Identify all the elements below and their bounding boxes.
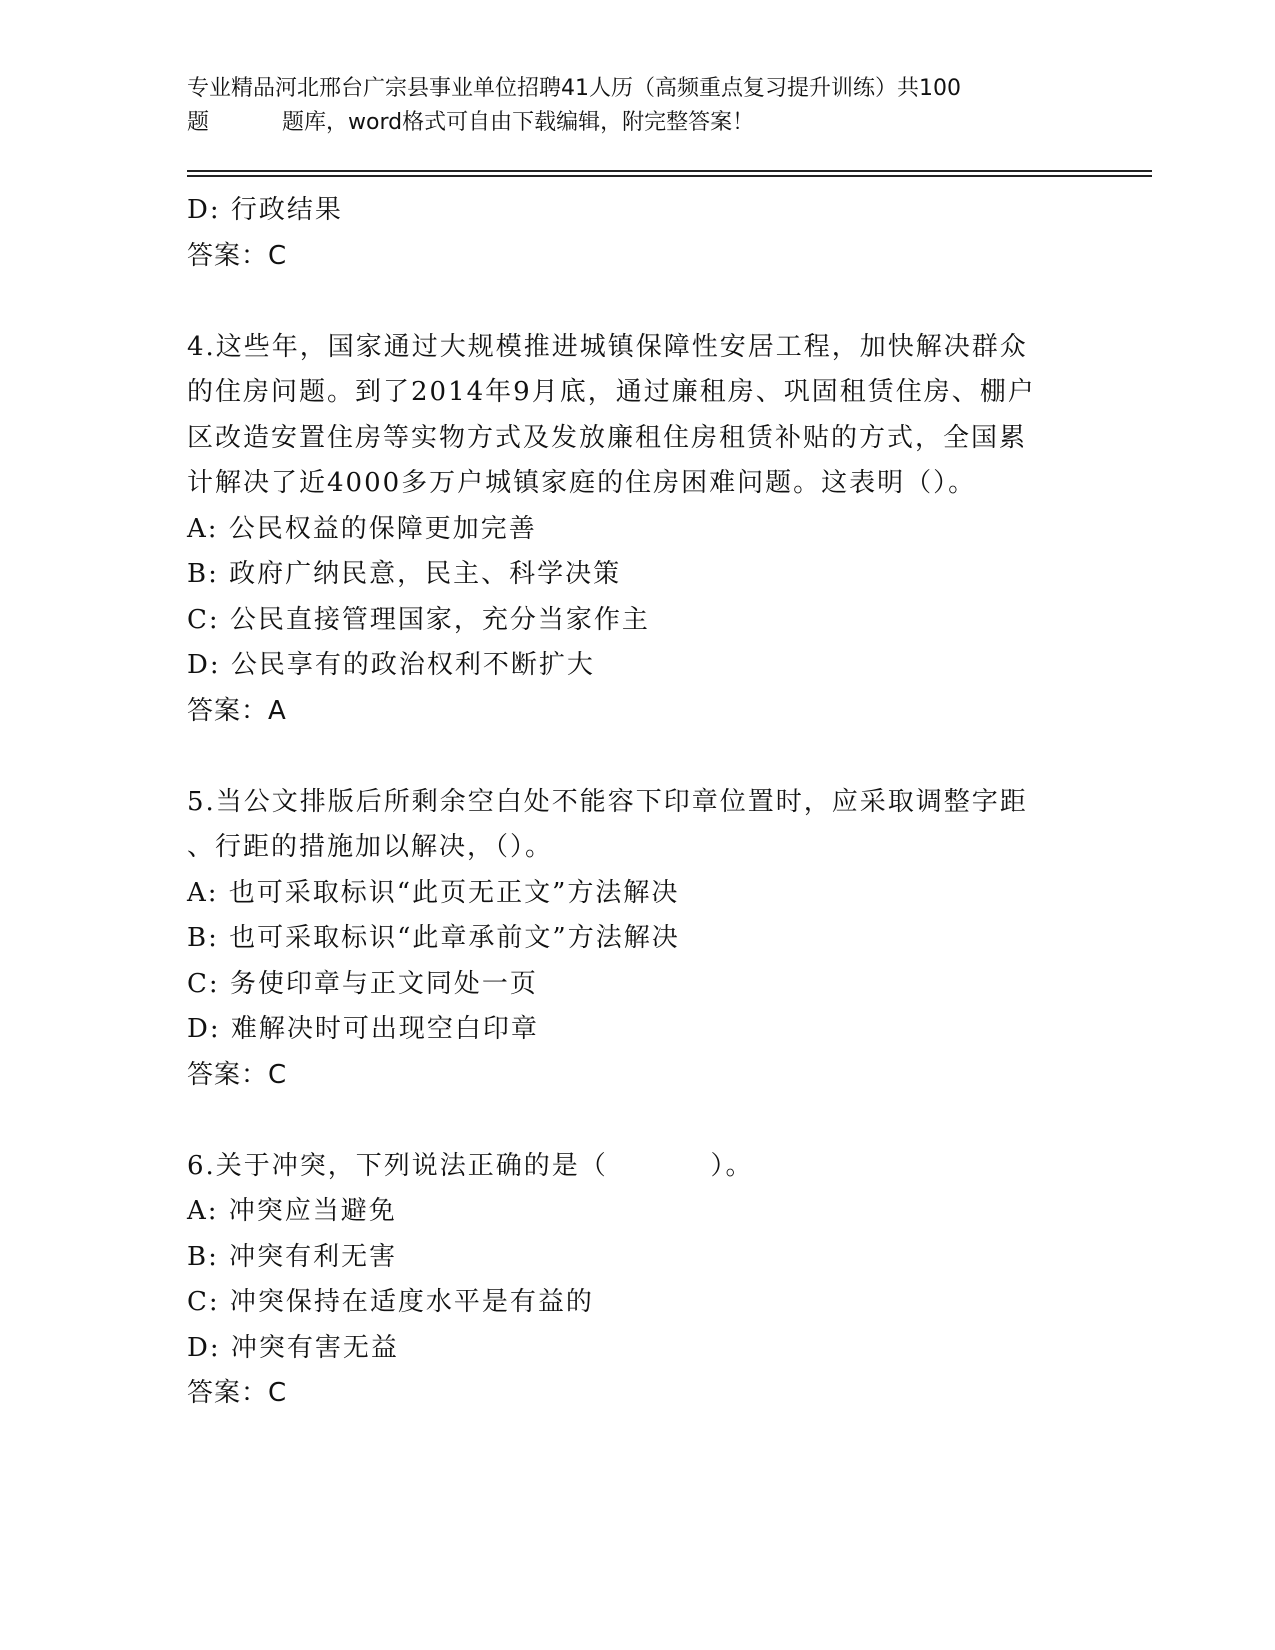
question-list <box>187 188 1067 1417</box>
q4-stem-line: 区改造安置住房等实物方式及发放廉租住房租赁补贴的方式，全国累 <box>187 422 1028 453</box>
q5-option-b: B: 也可采取标识“此章承前文”方法解决 <box>187 923 680 953</box>
q4-answer: 答案：A <box>187 695 287 726</box>
q6-option-d: D: 冲突有害无益 <box>187 1332 399 1363</box>
header-rule-top <box>187 170 1152 172</box>
q5-stem <box>187 780 1067 871</box>
q6-option-b: B: 冲突有利无害 <box>187 1241 398 1272</box>
header-title-line1: 专业精品河北邢台广宗县事业单位招聘41人历（高频重点复习提升训练）共100 <box>187 76 961 101</box>
q6-stem-line: 6.关于冲突，下列说法正确的是（ ）。 <box>187 1150 754 1181</box>
header-title-line2 <box>187 106 1067 140</box>
q4-option-c: C: 公民直接管理国家，充分当家作主 <box>187 604 650 635</box>
prev-answer: 答案：C <box>187 240 288 271</box>
q6-answer: 答案：C <box>187 1378 288 1408</box>
q4-option-b: B: 政府广纳民意，民主、科学决策 <box>187 559 622 589</box>
q6-option-a: A: 冲突应当避免 <box>187 1196 397 1226</box>
header-line2-left: 题 <box>187 110 210 135</box>
header-line2-right: 题库，word格式可自由下载编辑，附完整答案！ <box>282 110 755 135</box>
header-rule-bottom <box>187 175 1152 177</box>
q4-stem <box>187 325 1067 507</box>
q4-stem-line: 的住房问题。到了2014年9月底，通过廉租房、巩固租赁住房、棚户 <box>187 377 1036 407</box>
q5-answer: 答案：C <box>187 1059 288 1090</box>
prev-option-d: D: 行政结果 <box>187 195 343 225</box>
q4-stem-line: 计解决了近4000多万户城镇家庭的住房困难问题。这表明（）。 <box>187 468 977 498</box>
q6-stem <box>187 1144 1067 1190</box>
q4-stem-line: 4.这些年，国家通过大规模推进城镇保障性安居工程，加快解决群众 <box>187 331 1028 362</box>
q4-option-a: A: 公民权益的保障更加完善 <box>187 513 537 544</box>
q5-stem-line: 、行距的措施加以解决，（）。 <box>187 832 554 862</box>
q5-option-d: D: 难解决时可出现空白印章 <box>187 1014 539 1044</box>
q6-option-c: C: 冲突保持在适度水平是有益的 <box>187 1287 594 1317</box>
q4-option-d: D: 公民享有的政治权利不断扩大 <box>187 650 595 680</box>
document-header <box>187 72 1067 140</box>
q5-option-c: C: 务使印章与正文同处一页 <box>187 968 538 999</box>
q5-stem-line: 5.当公文排版后所剩余空白处不能容下印章位置时，应采取调整字距 <box>187 786 1028 817</box>
q5-option-a: A: 也可采取标识“此页无正文”方法解决 <box>187 877 680 908</box>
